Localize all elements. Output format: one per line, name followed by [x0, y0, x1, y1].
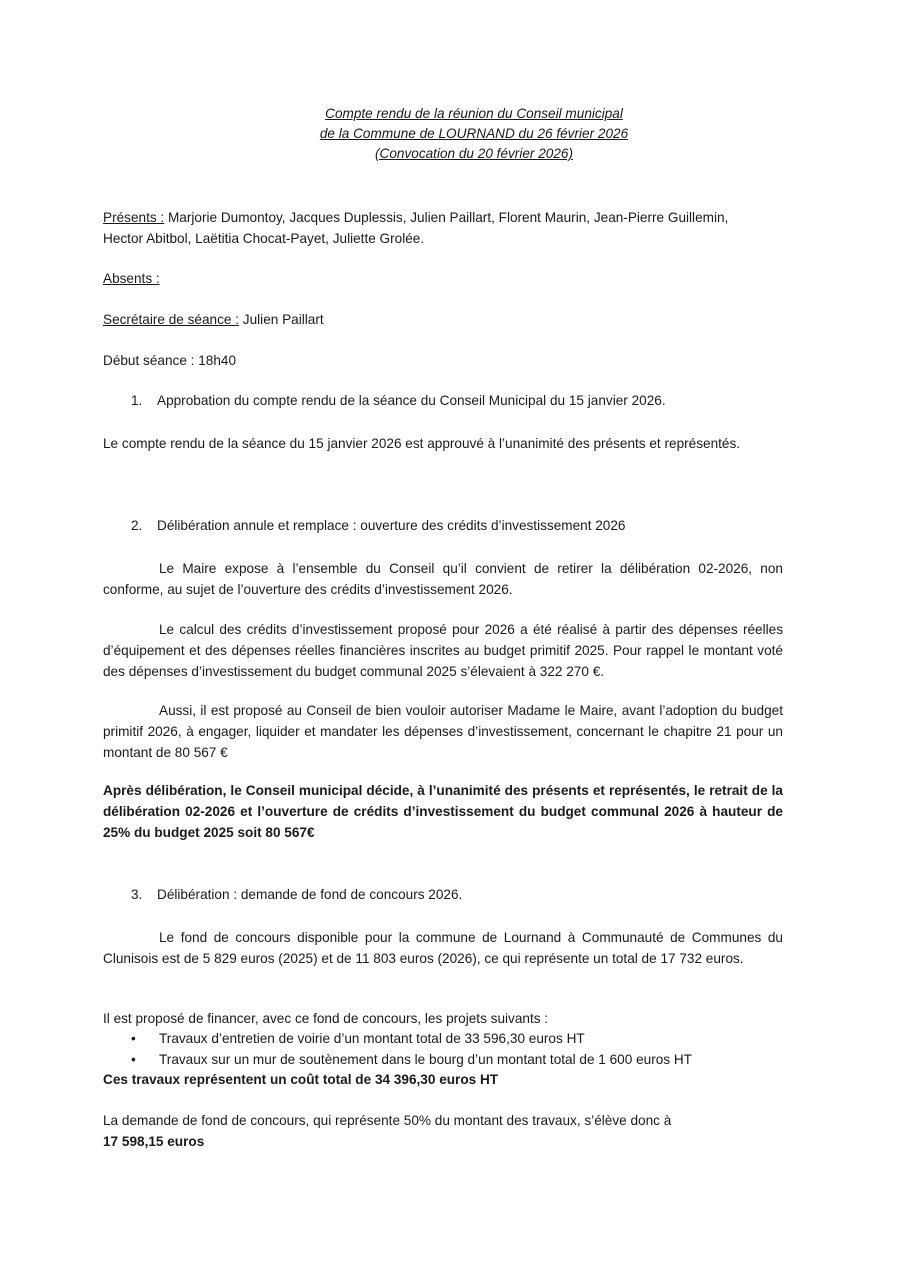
present-paragraph: [103, 207, 783, 249]
item-3-number: 3.: [131, 887, 143, 902]
item-2-heading: [131, 515, 781, 536]
session-start: Début séance : 18h40: [103, 353, 237, 368]
item-3-title: Délibération : demande de fond de concours 2026.: [157, 887, 463, 902]
secretary-label: Secrétaire de séance :: [103, 312, 240, 327]
list-item: [103, 1049, 783, 1070]
item-2-paragraph-1: Le Maire expose à l’ensemble du Conseil qu’il convient de retirer la délibération 02-2026, non conforme, au sujet de l’ouverture des crédits d’investissement 2026.: [103, 561, 783, 597]
item-2-decision: Après délibération, le Conseil municipal décide, à l’unanimité des présents et représentés, le retrait de la délibération 02-2026 et l’ouverture de crédits d’investissement du budget communal 2026 à hauteur de 25% du budget 2025 soit 80 567€: [103, 783, 783, 840]
bullet-icon: •: [131, 1052, 136, 1067]
item-3-paragraph-2: Il est proposé de financer, avec ce fond de concours, les projets suivants :: [103, 1011, 549, 1026]
title-line-3: (Convocation du 20 février 2026): [375, 146, 573, 161]
title-line-1: Compte rendu de la réunion du Conseil municipal: [325, 106, 623, 121]
item-3-request-amount: 17 598,15 euros: [103, 1134, 205, 1149]
item-1-number: 1.: [131, 393, 143, 408]
secretary-name: Julien Paillart: [239, 312, 324, 327]
secretary-paragraph: [103, 309, 783, 330]
item-2-title: Délibération annule et remplace : ouverture des crédits d’investissement 2026: [157, 518, 626, 533]
list-item: [103, 1028, 783, 1049]
present-label: Présents :: [103, 210, 165, 225]
item-2-number: 2.: [131, 518, 143, 533]
item-2-paragraph-3: Aussi, il est proposé au Conseil de bien vouloir autoriser Madame le Maire, avant l’adoption du budget primitif 2026, à engager, liquider et mandater les dépenses d’investissement, concernant le chapitre 21 pour un montant de 80 567 €: [103, 703, 783, 760]
title-line-2: de la Commune de LOURNAND du 26 février 2026: [319, 126, 629, 141]
item-3-total: Ces travaux représentent un coût total de 34 396,30 euros HT: [103, 1072, 499, 1087]
item-1-heading: [131, 390, 781, 411]
item-3-heading: [131, 884, 781, 905]
item-1-title: Approbation du compte rendu de la séance du Conseil Municipal du 15 janvier 2026.: [157, 393, 666, 408]
present-names-2: Hector Abitbol, Laëtitia Chocat-Payet, Juliette Grolée.: [103, 231, 425, 246]
item-3-project-list: [103, 1028, 783, 1070]
item-3-paragraph-1: Le fond de concours disponible pour la commune de Lournand à Communauté de Communes du Clunisois est de 5 829 euros (2025) et de 11 803 euros (2026), ce qui représente un total de 17 732 euros.: [103, 930, 783, 966]
project-1: Travaux d’entretien de voirie d’un montant total de 33 596,30 euros HT: [159, 1031, 585, 1046]
item-1-body: Le compte rendu de la séance du 15 janvier 2026 est approuvé à l’unanimité des présents et représentés.: [103, 436, 741, 451]
bullet-icon: •: [131, 1031, 136, 1046]
document-title: [0, 104, 900, 164]
project-2: Travaux sur un mur de soutènement dans le bourg d’un montant total de 1 600 euros HT: [159, 1052, 692, 1067]
absent-label: Absents :: [103, 271, 160, 286]
absent-paragraph: [103, 268, 783, 289]
item-3-request-text: La demande de fond de concours, qui représente 50% du montant des travaux, s’élève donc à: [103, 1113, 672, 1128]
item-3-paragraph-3: [103, 1110, 783, 1152]
item-2-paragraph-2: Le calcul des crédits d’investissement proposé pour 2026 a été réalisé à partir des dépenses réelles d’équipement et des dépenses réelles financières inscrites au budget primitif 2025. Pour rappel le montant voté des dépenses d’investissement du budget communal 2025 s’élevaient à 322 270 €.: [103, 622, 783, 679]
present-names: Marjorie Dumontoy, Jacques Duplessis, Julien Paillart, Florent Maurin, Jean-Pierre Guillemin,: [164, 210, 729, 225]
